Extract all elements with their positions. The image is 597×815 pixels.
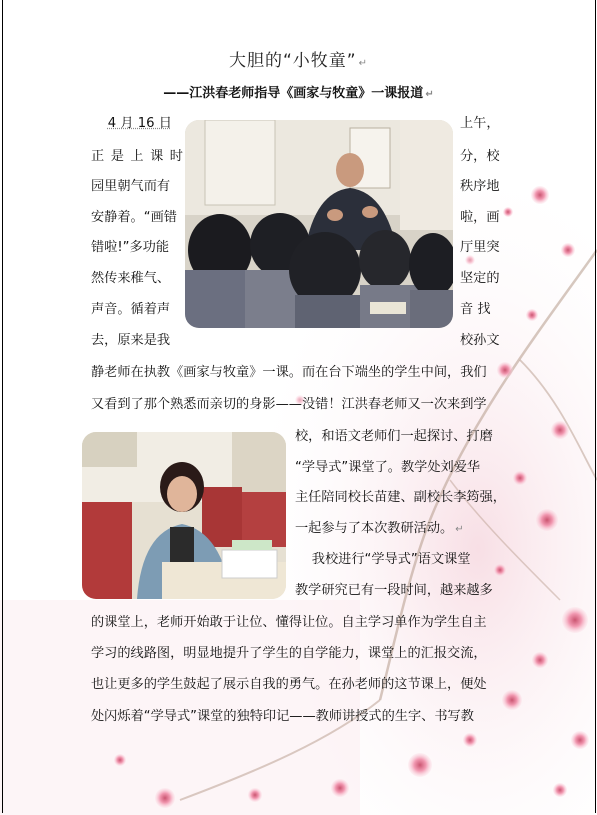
body-line: 园里朝气而有 xyxy=(91,179,171,194)
body-line: 秩序地 xyxy=(460,179,500,194)
body-line: 声音。循着声 xyxy=(91,302,171,317)
classroom-photo xyxy=(185,120,453,328)
note-taking-photo xyxy=(82,432,286,599)
body-line: 主任陪同校长苗建、副校长李筠强， xyxy=(295,490,506,505)
body-line: “学导式”课堂了。教学处刘爱华 xyxy=(295,460,481,475)
body-line: 学习的线路图，明显地提升了学生的自学能力，课堂上的汇报交流， xyxy=(91,646,487,661)
body-line: 正 是 上 课 时 xyxy=(91,149,183,164)
body-line: 处闪烁着“学导式”课堂的独特印记——教师讲授式的生字、书写教 xyxy=(91,709,474,724)
body-line: 教学研究已有一段时间，越来越多 xyxy=(295,583,493,598)
body-line: 校孙文 xyxy=(460,333,500,348)
body-line: 安静着。“画错 xyxy=(91,210,177,225)
body-line: 坚定的 xyxy=(460,271,500,286)
body-line: 静老师在执教《画家与牧童》一课。而在台下端坐的学生中间，我们 xyxy=(91,365,487,380)
body-line: 上午， xyxy=(460,116,500,131)
article-title: 大胆的“小牧童” ↵ xyxy=(228,51,368,71)
teacher-taking-notes-photo-icon xyxy=(82,432,286,599)
classroom-teacher-photo-icon xyxy=(185,120,453,328)
body-line: 一起参与了本次教研活动。 ↵ xyxy=(295,521,464,536)
body-line: 音 找 xyxy=(460,302,491,317)
body-line: 错啦!”多功能 xyxy=(91,240,170,255)
body-line: 分，校 xyxy=(460,149,500,164)
body-line: 然传来稚气、 xyxy=(91,271,171,286)
body-line: 又看到了那个熟悉而亲切的身影——没错！江洪春老师又一次来到学 xyxy=(91,397,487,412)
body-line: 校，和语文老师们一起探讨、打磨 xyxy=(295,429,493,444)
body-line: 4 月 16 日 xyxy=(107,116,172,131)
body-line: 啦，画 xyxy=(460,210,500,225)
article-subtitle: ——江洪春老师指导《画家与牧童》一课报道 ↵ xyxy=(163,86,434,101)
body-line: 我校进行“学导式”语文课堂 xyxy=(311,552,471,567)
body-line: 厅里突 xyxy=(460,240,500,255)
body-line: 的课堂上，老师开始敢于让位、懂得让位。自主学习单作为学生自主 xyxy=(91,615,487,630)
body-line: 也让更多的学生鼓起了展示自我的勇气。在孙老师的这节课上，便处 xyxy=(91,677,487,692)
body-line: 去，原来是我 xyxy=(91,333,171,348)
